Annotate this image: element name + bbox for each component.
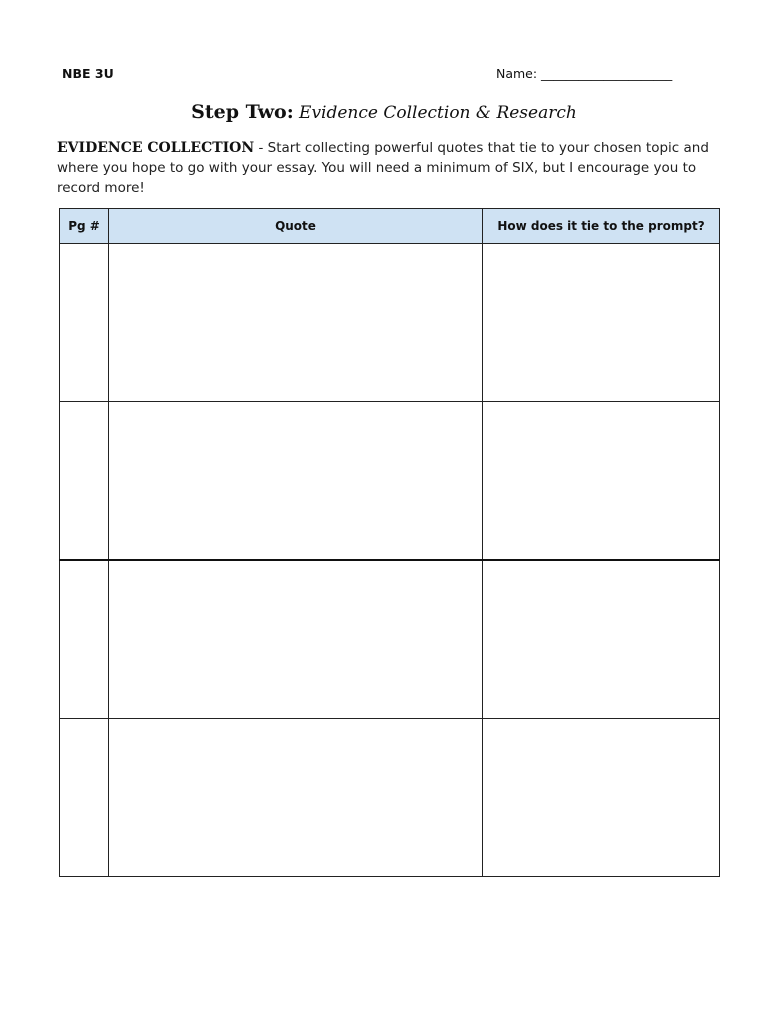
page-title (0, 99, 768, 126)
intro-lead: EVIDENCE COLLECTION (57, 140, 255, 156)
column-header-quote: Quote (109, 209, 483, 244)
quote-cell[interactable] (109, 560, 483, 719)
table-row (60, 719, 720, 877)
quote-cell[interactable] (109, 244, 483, 402)
tie-cell[interactable] (483, 402, 720, 561)
name-field[interactable]: Name: _____________________ (496, 66, 673, 81)
quote-cell[interactable] (109, 719, 483, 877)
table-header-row (60, 209, 720, 244)
intro-paragraph (57, 138, 717, 198)
page-cell[interactable] (60, 244, 109, 402)
intro-text: - Start collecting powerful quotes that tie to your chosen topic and where you hope to go with your essay. You will need a minimum of SIX, but I encourage you to record more! (57, 140, 709, 196)
tie-cell[interactable] (483, 244, 720, 402)
page-cell[interactable] (60, 719, 109, 877)
table-row (60, 244, 720, 402)
column-header-tie: How does it tie to the prompt? (483, 209, 720, 244)
evidence-table (59, 208, 720, 877)
title-step: Step Two: (191, 101, 294, 123)
header-row (62, 64, 686, 86)
table-row (60, 402, 720, 561)
tie-cell[interactable] (483, 719, 720, 877)
page-cell[interactable] (60, 402, 109, 561)
title-topic: Evidence Collection & Research (299, 103, 577, 123)
column-header-page: Pg # (60, 209, 109, 244)
tie-cell[interactable] (483, 560, 720, 719)
table-row (60, 560, 720, 719)
course-code: NBE 3U (62, 66, 114, 81)
page-cell[interactable] (60, 560, 109, 719)
quote-cell[interactable] (109, 402, 483, 561)
